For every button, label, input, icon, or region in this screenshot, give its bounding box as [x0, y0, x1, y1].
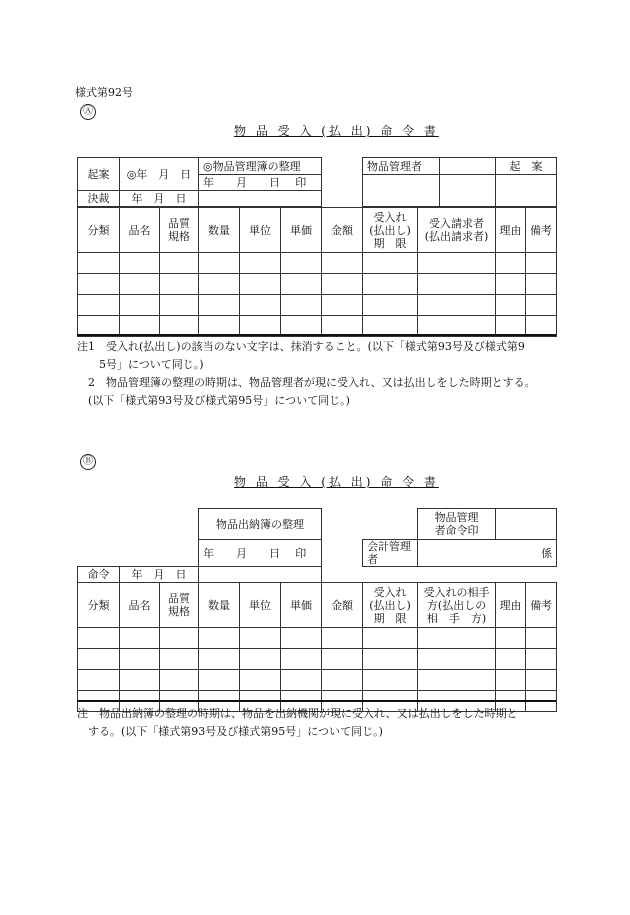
section-a-form-table	[77, 157, 557, 337]
section-a-bottom-rule	[77, 334, 556, 336]
kessai-date: 年 月 日	[120, 191, 199, 207]
col-header: 単価	[281, 208, 322, 253]
section-b-bottom-rule	[77, 700, 556, 702]
ledger-seal-area	[199, 191, 322, 207]
col-header: 金額	[322, 208, 363, 253]
col-header: 金額	[322, 583, 363, 628]
ledger-date: 年 月 日	[199, 175, 281, 191]
col-header: 備考	[526, 208, 557, 253]
col-header: 備考	[526, 583, 557, 628]
kian-right-label: 起 案	[496, 158, 557, 175]
kakari-label: 係	[496, 540, 557, 567]
note-line: する。(以下「様式第93号及び様式第95号」について同じ。)	[77, 725, 383, 738]
ledger-date: 年 月 日	[199, 540, 281, 567]
section-b-notes	[77, 705, 518, 741]
order-seal-label: 物品管理 者命令印	[418, 509, 496, 540]
note-line: (以下「様式第93号及び様式第95号」について同じ。)	[77, 394, 350, 407]
header-row	[78, 208, 557, 253]
accountant-area	[418, 540, 496, 567]
kian-label: 起案	[78, 158, 120, 191]
manager-label: 物品管理者	[363, 158, 496, 175]
header-row	[78, 583, 557, 628]
col-header: 品質 規格	[160, 583, 199, 628]
col-header: 品質 規格	[160, 208, 199, 253]
col-header: 単位	[240, 583, 281, 628]
meirei-date: 年 月 日	[120, 567, 199, 583]
meirei-label: 命令	[78, 567, 120, 583]
col-header: 受入れの相手 方(払出しの 相 手 方)	[418, 583, 496, 628]
table-row	[78, 295, 557, 316]
spacer-cell	[322, 158, 363, 208]
section-b-form-table	[77, 508, 557, 712]
col-header: 品名	[120, 208, 160, 253]
table-row	[78, 253, 557, 274]
table-row	[78, 274, 557, 295]
ledger-seal-area	[199, 567, 322, 583]
manager-seal-area	[363, 175, 496, 207]
col-header: 分類	[78, 208, 120, 253]
table-row	[78, 670, 557, 691]
section-b-marker: Ⓑ	[80, 454, 96, 470]
col-header: 受入れ (払出し) 期 限	[363, 208, 418, 253]
col-header: 数量	[199, 583, 240, 628]
col-header: 理由	[496, 583, 526, 628]
col-header: 理由	[496, 208, 526, 253]
note-line: 注 物品出納簿の整理の時期は、物品を出納機関が現に受入れ、又は払出しをした時期と	[77, 707, 518, 720]
ledger-label: 物品出納簿の整理	[199, 509, 322, 540]
section-a-notes	[77, 338, 536, 410]
kian-date: ◎年 月 日	[120, 158, 199, 191]
col-header: 分類	[78, 583, 120, 628]
order-seal-area	[496, 509, 557, 540]
col-header: 品名	[120, 583, 160, 628]
col-header: 単価	[281, 583, 322, 628]
col-header: 単位	[240, 208, 281, 253]
col-header: 数量	[199, 208, 240, 253]
kian-right-seal-area	[496, 175, 557, 207]
note-line: 2 物品管理簿の整理の時期は、物品管理者が現に受入れ、又は払出しをした時期とする。	[77, 376, 536, 389]
form-number: 様式第92号	[75, 86, 133, 99]
table-row	[78, 628, 557, 649]
table-row	[78, 649, 557, 670]
col-header: 受入れ (払出し) 期 限	[363, 583, 418, 628]
section-a-title: 物 品 受 入 (払 出) 命 令 書	[234, 124, 439, 138]
col-header: 受入請求者 (払出請求者)	[418, 208, 496, 253]
note-line: 注1 受入れ(払出し)の該当のない文字は、抹消すること。(以下「様式第93号及び様式第9	[77, 340, 525, 353]
ledger-seal: 印	[281, 175, 322, 191]
kessai-label: 決裁	[78, 191, 120, 207]
accountant-label: 会計管理者	[363, 540, 418, 567]
section-b-title: 物 品 受 入 (払 出) 命 令 書	[234, 475, 439, 489]
note-line: 5号」について同じ。)	[77, 358, 204, 371]
section-a-marker: Ⓐ	[80, 104, 96, 120]
ledger-label: ◎物品管理簿の整理	[199, 158, 322, 175]
ledger-seal: 印	[281, 540, 322, 567]
